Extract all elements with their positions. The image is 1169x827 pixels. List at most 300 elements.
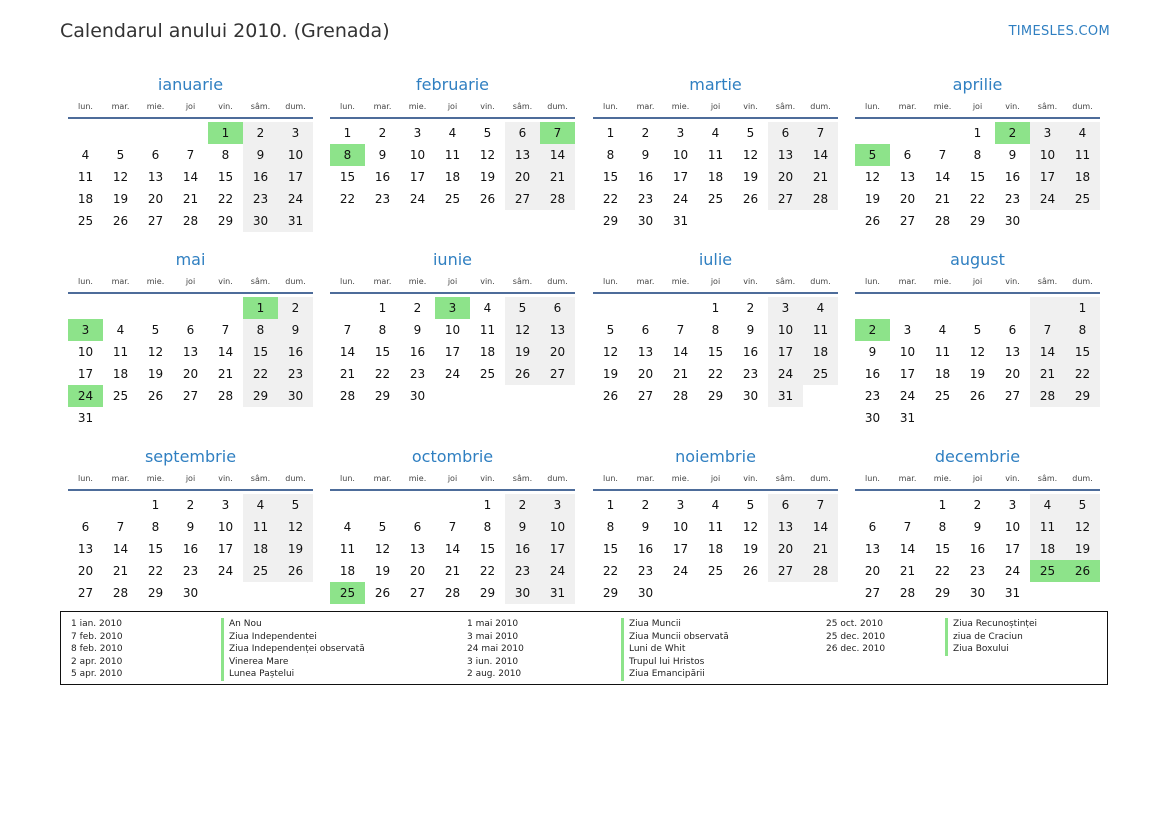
- holiday-day-cell[interactable]: 26: [1065, 560, 1100, 582]
- day-cell[interactable]: 23: [243, 188, 278, 210]
- day-cell[interactable]: 10: [1004, 520, 1021, 534]
- holiday-day-cell[interactable]: 3: [435, 297, 470, 319]
- day-cell[interactable]: 15: [602, 170, 619, 184]
- day-cell[interactable]: 17: [444, 345, 461, 359]
- day-cell[interactable]: 24: [1030, 188, 1065, 210]
- day-cell[interactable]: 26: [864, 214, 881, 228]
- day-cell[interactable]: 14: [444, 542, 461, 556]
- day-cell[interactable]: 13: [409, 542, 426, 556]
- day-cell[interactable]: 9: [1008, 148, 1017, 162]
- day-cell[interactable]: 14: [899, 542, 916, 556]
- day-cell[interactable]: 13: [182, 345, 199, 359]
- day-cell[interactable]: 11: [1030, 516, 1065, 538]
- day-cell[interactable]: 4: [1030, 494, 1065, 516]
- day-cell[interactable]: 19: [742, 170, 759, 184]
- day-cell[interactable]: 20: [77, 564, 94, 578]
- day-cell[interactable]: 21: [112, 564, 129, 578]
- day-cell[interactable]: 23: [864, 389, 881, 403]
- day-cell[interactable]: 9: [641, 148, 650, 162]
- day-cell[interactable]: 28: [217, 389, 234, 403]
- day-cell[interactable]: 2: [378, 126, 387, 140]
- day-cell[interactable]: 18: [1065, 166, 1100, 188]
- day-cell[interactable]: 9: [973, 520, 982, 534]
- day-cell[interactable]: 21: [934, 192, 951, 206]
- day-cell[interactable]: 24: [444, 367, 461, 381]
- day-cell[interactable]: 6: [768, 122, 803, 144]
- day-cell[interactable]: 30: [409, 389, 426, 403]
- day-cell[interactable]: 6: [186, 323, 195, 337]
- day-cell[interactable]: 20: [768, 538, 803, 560]
- day-cell[interactable]: 13: [1004, 345, 1021, 359]
- day-cell[interactable]: 25: [112, 389, 129, 403]
- day-cell[interactable]: 12: [479, 148, 496, 162]
- day-cell[interactable]: 15: [969, 170, 986, 184]
- day-cell[interactable]: 30: [864, 411, 881, 425]
- day-cell[interactable]: 27: [77, 586, 94, 600]
- day-cell[interactable]: 23: [742, 367, 759, 381]
- day-cell[interactable]: 17: [768, 341, 803, 363]
- day-cell[interactable]: 13: [864, 542, 881, 556]
- day-cell[interactable]: 24: [540, 560, 575, 582]
- day-cell[interactable]: 27: [147, 214, 164, 228]
- day-cell[interactable]: 26: [479, 192, 496, 206]
- day-cell[interactable]: 29: [479, 586, 496, 600]
- day-cell[interactable]: 21: [803, 166, 838, 188]
- day-cell[interactable]: 19: [374, 564, 391, 578]
- day-cell[interactable]: 9: [868, 345, 877, 359]
- day-cell[interactable]: 19: [112, 192, 129, 206]
- day-cell[interactable]: 9: [641, 520, 650, 534]
- day-cell[interactable]: 22: [1065, 363, 1100, 385]
- day-cell[interactable]: 1: [151, 498, 160, 512]
- day-cell[interactable]: 21: [182, 192, 199, 206]
- day-cell[interactable]: 1: [378, 301, 387, 315]
- day-cell[interactable]: 28: [934, 214, 951, 228]
- day-cell[interactable]: 1: [483, 498, 492, 512]
- day-cell[interactable]: 16: [278, 341, 313, 363]
- day-cell[interactable]: 5: [1065, 494, 1100, 516]
- day-cell[interactable]: 21: [672, 367, 689, 381]
- day-cell[interactable]: 2: [243, 122, 278, 144]
- day-cell[interactable]: 27: [182, 389, 199, 403]
- day-cell[interactable]: 16: [969, 542, 986, 556]
- day-cell[interactable]: 7: [803, 122, 838, 144]
- day-cell[interactable]: 8: [938, 520, 947, 534]
- day-cell[interactable]: 17: [1030, 166, 1065, 188]
- day-cell[interactable]: 22: [147, 564, 164, 578]
- holiday-day-cell[interactable]: 2: [855, 319, 890, 341]
- day-cell[interactable]: 9: [505, 516, 540, 538]
- day-cell[interactable]: 7: [1030, 319, 1065, 341]
- day-cell[interactable]: 4: [448, 126, 457, 140]
- day-cell[interactable]: 24: [672, 564, 689, 578]
- day-cell[interactable]: 18: [1030, 538, 1065, 560]
- day-cell[interactable]: 19: [505, 341, 540, 363]
- day-cell[interactable]: 8: [606, 148, 615, 162]
- day-cell[interactable]: 30: [1004, 214, 1021, 228]
- day-cell[interactable]: 23: [505, 560, 540, 582]
- day-cell[interactable]: 11: [77, 170, 94, 184]
- day-cell[interactable]: 19: [278, 538, 313, 560]
- day-cell[interactable]: 20: [409, 564, 426, 578]
- day-cell[interactable]: 18: [934, 367, 951, 381]
- day-cell[interactable]: 7: [676, 323, 685, 337]
- day-cell[interactable]: 5: [483, 126, 492, 140]
- day-cell[interactable]: 5: [278, 494, 313, 516]
- day-cell[interactable]: 30: [505, 582, 540, 604]
- day-cell[interactable]: 17: [540, 538, 575, 560]
- day-cell[interactable]: 29: [707, 389, 724, 403]
- day-cell[interactable]: 4: [81, 148, 90, 162]
- day-cell[interactable]: 14: [803, 144, 838, 166]
- day-cell[interactable]: 30: [182, 586, 199, 600]
- day-cell[interactable]: 19: [147, 367, 164, 381]
- day-cell[interactable]: 17: [1004, 542, 1021, 556]
- day-cell[interactable]: 28: [444, 586, 461, 600]
- day-cell[interactable]: 16: [637, 170, 654, 184]
- day-cell[interactable]: 6: [868, 520, 877, 534]
- day-cell[interactable]: 4: [343, 520, 352, 534]
- day-cell[interactable]: 3: [540, 494, 575, 516]
- day-cell[interactable]: 10: [768, 319, 803, 341]
- day-cell[interactable]: 13: [768, 144, 803, 166]
- day-cell[interactable]: 29: [217, 214, 234, 228]
- brand-link[interactable]: TIMESLES.COM: [1008, 24, 1110, 39]
- holiday-day-cell[interactable]: 5: [855, 144, 890, 166]
- day-cell[interactable]: 27: [768, 188, 803, 210]
- day-cell[interactable]: 23: [637, 564, 654, 578]
- day-cell[interactable]: 15: [339, 170, 356, 184]
- day-cell[interactable]: 2: [413, 301, 422, 315]
- day-cell[interactable]: 22: [374, 367, 391, 381]
- day-cell[interactable]: 20: [540, 341, 575, 363]
- day-cell[interactable]: 26: [969, 389, 986, 403]
- day-cell[interactable]: 27: [768, 560, 803, 582]
- day-cell[interactable]: 28: [112, 586, 129, 600]
- day-cell[interactable]: 6: [1008, 323, 1017, 337]
- day-cell[interactable]: 27: [540, 363, 575, 385]
- day-cell[interactable]: 1: [343, 126, 352, 140]
- day-cell[interactable]: 2: [186, 498, 195, 512]
- day-cell[interactable]: 12: [864, 170, 881, 184]
- day-cell[interactable]: 3: [1030, 122, 1065, 144]
- day-cell[interactable]: 28: [339, 389, 356, 403]
- day-cell[interactable]: 28: [540, 188, 575, 210]
- day-cell[interactable]: 12: [147, 345, 164, 359]
- day-cell[interactable]: 7: [903, 520, 912, 534]
- day-cell[interactable]: 18: [339, 564, 356, 578]
- day-cell[interactable]: 10: [444, 323, 461, 337]
- day-cell[interactable]: 5: [606, 323, 615, 337]
- day-cell[interactable]: 4: [803, 297, 838, 319]
- day-cell[interactable]: 14: [182, 170, 199, 184]
- day-cell[interactable]: 24: [278, 188, 313, 210]
- day-cell[interactable]: 29: [1065, 385, 1100, 407]
- day-cell[interactable]: 18: [112, 367, 129, 381]
- day-cell[interactable]: 4: [711, 126, 720, 140]
- day-cell[interactable]: 14: [1030, 341, 1065, 363]
- day-cell[interactable]: 11: [339, 542, 356, 556]
- day-cell[interactable]: 31: [77, 411, 94, 425]
- day-cell[interactable]: 10: [899, 345, 916, 359]
- day-cell[interactable]: 6: [768, 494, 803, 516]
- day-cell[interactable]: 3: [676, 126, 685, 140]
- day-cell[interactable]: 6: [540, 297, 575, 319]
- day-cell[interactable]: 8: [378, 323, 387, 337]
- day-cell[interactable]: 26: [505, 363, 540, 385]
- day-cell[interactable]: 18: [479, 345, 496, 359]
- day-cell[interactable]: 24: [409, 192, 426, 206]
- holiday-day-cell[interactable]: 25: [330, 582, 365, 604]
- day-cell[interactable]: 25: [803, 363, 838, 385]
- day-cell[interactable]: 10: [1030, 144, 1065, 166]
- day-cell[interactable]: 27: [637, 389, 654, 403]
- day-cell[interactable]: 2: [278, 297, 313, 319]
- day-cell[interactable]: 8: [243, 319, 278, 341]
- day-cell[interactable]: 7: [116, 520, 125, 534]
- day-cell[interactable]: 14: [803, 516, 838, 538]
- day-cell[interactable]: 25: [243, 560, 278, 582]
- day-cell[interactable]: 13: [768, 516, 803, 538]
- day-cell[interactable]: 13: [147, 170, 164, 184]
- day-cell[interactable]: 3: [221, 498, 230, 512]
- day-cell[interactable]: 6: [903, 148, 912, 162]
- day-cell[interactable]: 3: [413, 126, 422, 140]
- day-cell[interactable]: 26: [278, 560, 313, 582]
- holiday-day-cell[interactable]: 25: [1030, 560, 1065, 582]
- day-cell[interactable]: 5: [116, 148, 125, 162]
- day-cell[interactable]: 28: [672, 389, 689, 403]
- day-cell[interactable]: 12: [602, 345, 619, 359]
- day-cell[interactable]: 1: [938, 498, 947, 512]
- day-cell[interactable]: 29: [602, 586, 619, 600]
- day-cell[interactable]: 10: [278, 144, 313, 166]
- day-cell[interactable]: 23: [278, 363, 313, 385]
- day-cell[interactable]: 12: [969, 345, 986, 359]
- day-cell[interactable]: 5: [746, 498, 755, 512]
- day-cell[interactable]: 17: [77, 367, 94, 381]
- day-cell[interactable]: 28: [803, 560, 838, 582]
- day-cell[interactable]: 5: [746, 126, 755, 140]
- day-cell[interactable]: 21: [217, 367, 234, 381]
- day-cell[interactable]: 20: [768, 166, 803, 188]
- day-cell[interactable]: 9: [186, 520, 195, 534]
- day-cell[interactable]: 12: [742, 148, 759, 162]
- day-cell[interactable]: 26: [742, 564, 759, 578]
- day-cell[interactable]: 17: [278, 166, 313, 188]
- day-cell[interactable]: 28: [803, 188, 838, 210]
- day-cell[interactable]: 11: [934, 345, 951, 359]
- day-cell[interactable]: 23: [1004, 192, 1021, 206]
- day-cell[interactable]: 19: [602, 367, 619, 381]
- day-cell[interactable]: 9: [243, 144, 278, 166]
- day-cell[interactable]: 1: [973, 126, 982, 140]
- day-cell[interactable]: 4: [1065, 122, 1100, 144]
- day-cell[interactable]: 29: [602, 214, 619, 228]
- day-cell[interactable]: 25: [707, 564, 724, 578]
- day-cell[interactable]: 8: [973, 148, 982, 162]
- day-cell[interactable]: 2: [746, 301, 755, 315]
- day-cell[interactable]: 9: [278, 319, 313, 341]
- day-cell[interactable]: 13: [77, 542, 94, 556]
- day-cell[interactable]: 31: [1004, 586, 1021, 600]
- holiday-day-cell[interactable]: 1: [243, 297, 278, 319]
- day-cell[interactable]: 20: [1004, 367, 1021, 381]
- day-cell[interactable]: 31: [768, 385, 803, 407]
- day-cell[interactable]: 11: [479, 323, 496, 337]
- day-cell[interactable]: 25: [77, 214, 94, 228]
- day-cell[interactable]: 22: [602, 192, 619, 206]
- day-cell[interactable]: 31: [278, 210, 313, 232]
- day-cell[interactable]: 25: [444, 192, 461, 206]
- day-cell[interactable]: 23: [409, 367, 426, 381]
- day-cell[interactable]: 22: [243, 363, 278, 385]
- holiday-day-cell[interactable]: 1: [208, 122, 243, 144]
- day-cell[interactable]: 30: [969, 586, 986, 600]
- day-cell[interactable]: 16: [243, 166, 278, 188]
- day-cell[interactable]: 22: [602, 564, 619, 578]
- day-cell[interactable]: 4: [483, 301, 492, 315]
- day-cell[interactable]: 11: [707, 520, 724, 534]
- day-cell[interactable]: 1: [1065, 297, 1100, 319]
- day-cell[interactable]: 1: [711, 301, 720, 315]
- day-cell[interactable]: 8: [221, 148, 230, 162]
- day-cell[interactable]: 16: [182, 542, 199, 556]
- day-cell[interactable]: 14: [672, 345, 689, 359]
- day-cell[interactable]: 3: [903, 323, 912, 337]
- day-cell[interactable]: 22: [969, 192, 986, 206]
- day-cell[interactable]: 5: [151, 323, 160, 337]
- day-cell[interactable]: 26: [602, 389, 619, 403]
- day-cell[interactable]: 15: [934, 542, 951, 556]
- day-cell[interactable]: 15: [602, 542, 619, 556]
- day-cell[interactable]: 10: [672, 148, 689, 162]
- day-cell[interactable]: 28: [1030, 385, 1065, 407]
- day-cell[interactable]: 6: [641, 323, 650, 337]
- day-cell[interactable]: 24: [672, 192, 689, 206]
- day-cell[interactable]: 5: [505, 297, 540, 319]
- day-cell[interactable]: 6: [505, 122, 540, 144]
- day-cell[interactable]: 21: [540, 166, 575, 188]
- day-cell[interactable]: 6: [81, 520, 90, 534]
- day-cell[interactable]: 19: [479, 170, 496, 184]
- day-cell[interactable]: 1: [606, 498, 615, 512]
- day-cell[interactable]: 30: [637, 586, 654, 600]
- holiday-day-cell[interactable]: 3: [68, 319, 103, 341]
- day-cell[interactable]: 16: [742, 345, 759, 359]
- day-cell[interactable]: 19: [864, 192, 881, 206]
- day-cell[interactable]: 21: [444, 564, 461, 578]
- day-cell[interactable]: 5: [378, 520, 387, 534]
- day-cell[interactable]: 30: [278, 385, 313, 407]
- day-cell[interactable]: 18: [707, 170, 724, 184]
- day-cell[interactable]: 12: [1065, 516, 1100, 538]
- day-cell[interactable]: 11: [444, 148, 461, 162]
- day-cell[interactable]: 10: [540, 516, 575, 538]
- day-cell[interactable]: 15: [479, 542, 496, 556]
- day-cell[interactable]: 20: [147, 192, 164, 206]
- day-cell[interactable]: 19: [742, 542, 759, 556]
- day-cell[interactable]: 23: [969, 564, 986, 578]
- day-cell[interactable]: 6: [413, 520, 422, 534]
- day-cell[interactable]: 1: [606, 126, 615, 140]
- day-cell[interactable]: 31: [899, 411, 916, 425]
- day-cell[interactable]: 15: [147, 542, 164, 556]
- day-cell[interactable]: 24: [768, 363, 803, 385]
- day-cell[interactable]: 15: [1065, 341, 1100, 363]
- day-cell[interactable]: 18: [444, 170, 461, 184]
- day-cell[interactable]: 19: [969, 367, 986, 381]
- day-cell[interactable]: 2: [505, 494, 540, 516]
- day-cell[interactable]: 7: [186, 148, 195, 162]
- day-cell[interactable]: 20: [899, 192, 916, 206]
- day-cell[interactable]: 22: [479, 564, 496, 578]
- day-cell[interactable]: 6: [151, 148, 160, 162]
- day-cell[interactable]: 3: [768, 297, 803, 319]
- day-cell[interactable]: 29: [243, 385, 278, 407]
- day-cell[interactable]: 22: [217, 192, 234, 206]
- day-cell[interactable]: 22: [934, 564, 951, 578]
- day-cell[interactable]: 13: [899, 170, 916, 184]
- day-cell[interactable]: 25: [934, 389, 951, 403]
- day-cell[interactable]: 16: [505, 538, 540, 560]
- day-cell[interactable]: 20: [505, 166, 540, 188]
- day-cell[interactable]: 15: [374, 345, 391, 359]
- day-cell[interactable]: 15: [217, 170, 234, 184]
- day-cell[interactable]: 26: [742, 192, 759, 206]
- day-cell[interactable]: 26: [374, 586, 391, 600]
- day-cell[interactable]: 10: [217, 520, 234, 534]
- day-cell[interactable]: 7: [343, 323, 352, 337]
- day-cell[interactable]: 12: [742, 520, 759, 534]
- holiday-day-cell[interactable]: 8: [330, 144, 365, 166]
- day-cell[interactable]: 27: [409, 586, 426, 600]
- day-cell[interactable]: 15: [243, 341, 278, 363]
- day-cell[interactable]: 9: [378, 148, 387, 162]
- day-cell[interactable]: 18: [803, 341, 838, 363]
- day-cell[interactable]: 9: [746, 323, 755, 337]
- day-cell[interactable]: 10: [672, 520, 689, 534]
- day-cell[interactable]: 11: [707, 148, 724, 162]
- day-cell[interactable]: 21: [899, 564, 916, 578]
- day-cell[interactable]: 4: [243, 494, 278, 516]
- day-cell[interactable]: 14: [339, 345, 356, 359]
- day-cell[interactable]: 13: [505, 144, 540, 166]
- day-cell[interactable]: 18: [243, 538, 278, 560]
- day-cell[interactable]: 24: [899, 389, 916, 403]
- day-cell[interactable]: 4: [116, 323, 125, 337]
- day-cell[interactable]: 27: [505, 188, 540, 210]
- day-cell[interactable]: 7: [938, 148, 947, 162]
- day-cell[interactable]: 11: [803, 319, 838, 341]
- day-cell[interactable]: 8: [483, 520, 492, 534]
- holiday-day-cell[interactable]: 2: [995, 122, 1030, 144]
- day-cell[interactable]: 4: [938, 323, 947, 337]
- day-cell[interactable]: 26: [112, 214, 129, 228]
- day-cell[interactable]: 18: [707, 542, 724, 556]
- day-cell[interactable]: 14: [934, 170, 951, 184]
- day-cell[interactable]: 8: [1065, 319, 1100, 341]
- day-cell[interactable]: 30: [742, 389, 759, 403]
- day-cell[interactable]: 21: [339, 367, 356, 381]
- day-cell[interactable]: 17: [672, 542, 689, 556]
- day-cell[interactable]: 3: [1008, 498, 1017, 512]
- day-cell[interactable]: 4: [711, 498, 720, 512]
- day-cell[interactable]: 16: [374, 170, 391, 184]
- day-cell[interactable]: 2: [973, 498, 982, 512]
- day-cell[interactable]: 25: [707, 192, 724, 206]
- day-cell[interactable]: 15: [707, 345, 724, 359]
